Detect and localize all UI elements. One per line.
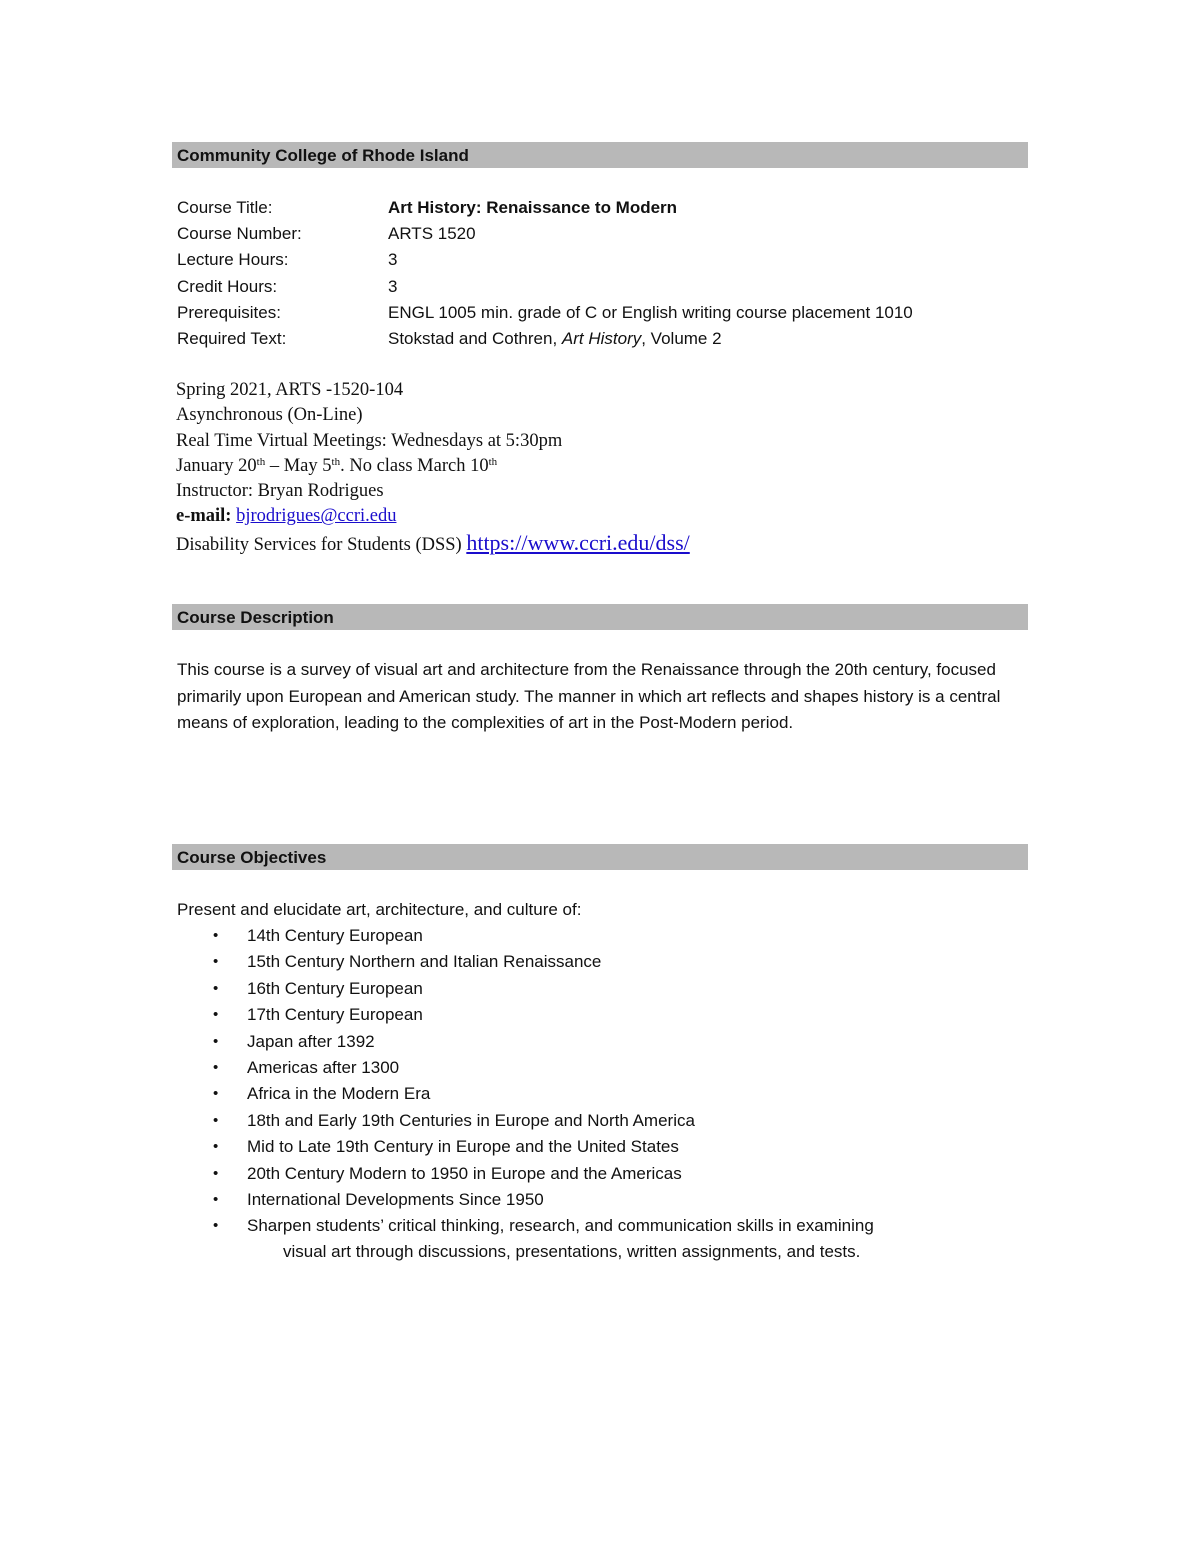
course-number-value: ARTS 1520 [388, 224, 476, 244]
dates-mid: – May 5 [265, 455, 332, 476]
dss-label: Disability Services for Students (DSS) [176, 534, 467, 555]
required-text-authors: Stokstad and Cothren, [388, 328, 562, 348]
bullet-icon: • [213, 1111, 219, 1129]
required-text-value [388, 326, 722, 352]
info-label: Course Title: [177, 198, 273, 217]
objective-text: 17th Century European [247, 1005, 423, 1025]
lecture-hours-value: 3 [388, 250, 398, 270]
bullet-icon: • [213, 1164, 219, 1182]
required-text-book-title: Art History [561, 328, 642, 348]
instructor-line: Instructor: Bryan Rodrigues [176, 481, 384, 502]
objective-text-continued: visual art through discussions, presentations, written assignments, and tests. [283, 1242, 861, 1262]
bullet-icon: • [213, 1138, 219, 1156]
bullet-icon: • [213, 1217, 219, 1235]
objective-text: 14th Century European [247, 926, 423, 945]
info-label: Course Number: [177, 224, 302, 244]
objective-text: International Developments Since 1950 [247, 1189, 544, 1209]
dss-link[interactable]: https://www.ccri.edu/dss/ [466, 529, 690, 555]
course-description-heading: Course Description [172, 604, 1028, 630]
schedule-block [176, 378, 690, 555]
bullet-icon: • [213, 979, 219, 997]
objective-text: Africa in the Modern Era [247, 1084, 431, 1104]
objective-text: 20th Century Modern to 1950 in Europe and the Americas [247, 1163, 682, 1183]
term-line: Spring 2021, ARTS -1520-104 [176, 380, 404, 400]
college-header: Community College of Rhode Island [172, 142, 1028, 168]
bullet-icon: • [213, 953, 219, 971]
credit-hours-value: 3 [388, 276, 398, 296]
objectives-intro: Present and elucidate art, architecture, and culture of: [177, 900, 582, 919]
objective-text: 16th Century European [247, 978, 423, 998]
dates-line [176, 454, 690, 479]
objective-text: Mid to Late 19th Century in Europe and the United States [247, 1137, 679, 1157]
info-label: Required Text: [177, 328, 287, 348]
objective-text: Sharpen students’ critical thinking, research, and communication skills in examining [247, 1216, 874, 1236]
bullet-icon: • [213, 927, 219, 944]
format-line: Asynchronous (On-Line) [176, 405, 363, 426]
ordinal-suffix: th [488, 455, 498, 468]
objective-text: 15th Century Northern and Italian Renaissance [247, 952, 602, 972]
meetings-line: Real Time Virtual Meetings: Wednesdays at 5:30pm [176, 430, 563, 451]
dates-start: January 20 [176, 455, 257, 476]
prerequisites-value: ENGL 1005 min. grade of C or English writing course placement 1010 [388, 302, 913, 322]
bullet-icon: • [213, 1006, 219, 1024]
info-label: Lecture Hours: [177, 250, 289, 270]
dates-end: . No class March 10 [340, 455, 489, 476]
ordinal-suffix: th [331, 455, 341, 468]
bullet-icon: • [213, 1058, 219, 1076]
bullet-icon: • [213, 1190, 219, 1208]
objective-text: 18th and Early 19th Centuries in Europe and North America [247, 1110, 695, 1130]
objective-text: Japan after 1392 [247, 1031, 375, 1051]
ordinal-suffix: th [256, 455, 266, 468]
email-line [176, 504, 690, 529]
bullet-icon: • [213, 1032, 219, 1050]
info-label: Credit Hours: [177, 276, 278, 296]
course-title-value: Art History: Renaissance to Modern [388, 198, 678, 217]
dss-line [176, 530, 690, 555]
email-label: e-mail: [176, 506, 232, 527]
objective-text: Americas after 1300 [247, 1057, 400, 1077]
info-label: Prerequisites: [177, 302, 281, 322]
email-link[interactable]: bjrodrigues@ccri.edu [236, 506, 397, 527]
bullet-icon: • [213, 1085, 219, 1103]
required-text-volume: , Volume 2 [641, 328, 722, 348]
course-description-text: This course is a survey of visual art and architecture from the Renaissance through the 20th century, focused primarily upon European and American study. The manner in which art reflects and shapes history is a central means of exploration, leading to the complexities of art in the Post-Modern period. [177, 660, 1001, 732]
course-objectives-heading: Course Objectives [172, 844, 1028, 870]
